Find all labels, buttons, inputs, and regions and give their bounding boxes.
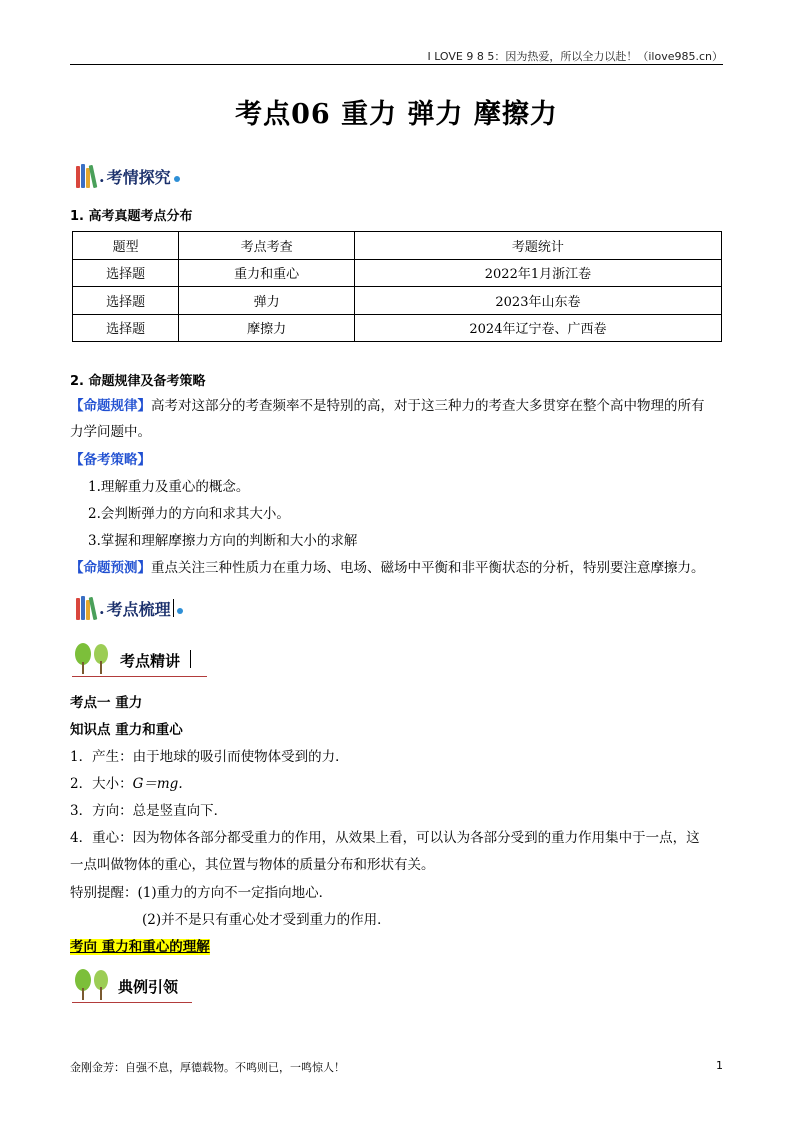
kp-title: 考点一 重力	[70, 695, 143, 711]
zsd-title: 知识点 重力和重心	[70, 722, 183, 738]
trees-icon	[72, 966, 112, 1004]
remind-1: 特别提醒：(1)重力的方向不一定指向地心．	[70, 885, 333, 901]
books-icon	[76, 596, 96, 620]
strategy-heading: 2. 命题规律及备考策略	[70, 374, 206, 389]
page-footer: 金刚金芳：自强不息，厚德载物。不鸣则已，一鸣惊人！	[70, 1061, 345, 1074]
jingjiang-label: 考点精讲	[120, 652, 181, 670]
item-1: 1．产生：由于地球的吸引而使物体受到的力．	[70, 749, 349, 765]
text-cursor	[173, 599, 174, 617]
table-cell: 2023年山东卷	[354, 287, 721, 315]
page-number: 1	[716, 1059, 723, 1072]
section-badge-kaoqing: . 考情探究	[76, 162, 180, 190]
table-header-row	[73, 232, 722, 260]
prep-item: 3.掌握和理解摩擦力方向的判断和大小的求解	[88, 533, 358, 549]
books-icon	[76, 164, 96, 188]
table-cell: 2024年辽宁卷、广西卷	[354, 314, 721, 342]
badge-underline	[72, 676, 207, 677]
prep-item: 1.理解重力及重心的概念。	[88, 479, 250, 495]
table-cell: 弹力	[179, 287, 355, 315]
table-cell: 2022年1月浙江卷	[354, 259, 721, 287]
table-header-cell: 考点考查	[179, 232, 355, 260]
table-cell: 摩擦力	[179, 314, 355, 342]
predict-label: 【命题预测】	[70, 560, 151, 576]
predict-text: 重点关注三种性质力在重力场、电场、磁场中平衡和非平衡状态的分析，特别要注意摩擦力。	[151, 560, 705, 576]
table-row	[73, 287, 722, 315]
header-divider	[70, 64, 723, 65]
dot-icon	[174, 176, 180, 182]
dianli-label: 典例引领	[118, 978, 179, 996]
section-badge-label: 考情探究	[106, 167, 171, 187]
table-header-cell: 考题统计	[354, 232, 721, 260]
badge-underline	[72, 1002, 192, 1003]
rule-text: 高考对这部分的考查频率不是特别的高，对于这三种力的考查大多贯穿在整个高中物理的所有	[151, 398, 705, 414]
jingjiang-badge	[72, 640, 207, 680]
section-badge-kaodian: . 考点梳理	[76, 594, 183, 622]
table-cell: 选择题	[73, 287, 179, 315]
text-cursor	[190, 650, 191, 668]
formula: G＝mg.	[132, 776, 183, 792]
table-header-cell: 题型	[73, 232, 179, 260]
page-title: 考点06 重力 弹力 摩擦力	[235, 99, 558, 130]
table-cell: 选择题	[73, 259, 179, 287]
table-cell: 选择题	[73, 314, 179, 342]
dianli-badge	[72, 966, 192, 1006]
distribution-table	[72, 231, 722, 342]
prep-item: 2.会判断弹力的方向和求其大小。	[88, 506, 290, 522]
section-badge-label: 考点梳理	[106, 599, 171, 619]
table-row	[73, 259, 722, 287]
kaoxiang-heading: 考向 重力和重心的理解	[70, 939, 210, 955]
dot-icon	[177, 608, 183, 614]
prep-label: 【备考策略】	[70, 452, 151, 468]
rule-label: 【命题规律】	[70, 398, 151, 414]
item-4: 4．重心：因为物体各部分都受重力的作用，从效果上看，可以认为各部分受到的重力作用集中于一点，这	[70, 830, 700, 846]
page-header: I LOVE 9 8 5：因为热爱，所以全力以赴！（ilove985.cn）	[427, 50, 723, 63]
rule-text-cont: 力学问题中。	[70, 424, 151, 440]
remind-2: (2)并不是只有重心处才受到重力的作用．	[142, 912, 391, 928]
rule-paragraph	[70, 397, 705, 415]
table-row	[73, 314, 722, 342]
trees-icon	[72, 640, 112, 678]
predict-paragraph	[70, 559, 705, 577]
item-2: 2．大小：G＝mg.	[70, 776, 183, 792]
table-cell: 重力和重心	[179, 259, 355, 287]
item-4-cont: 一点叫做物体的重心，其位置与物体的质量分布和形状有关。	[70, 857, 435, 873]
distribution-heading: 1. 高考真题考点分布	[70, 209, 193, 224]
item-3: 3．方向：总是竖直向下．	[70, 803, 228, 819]
